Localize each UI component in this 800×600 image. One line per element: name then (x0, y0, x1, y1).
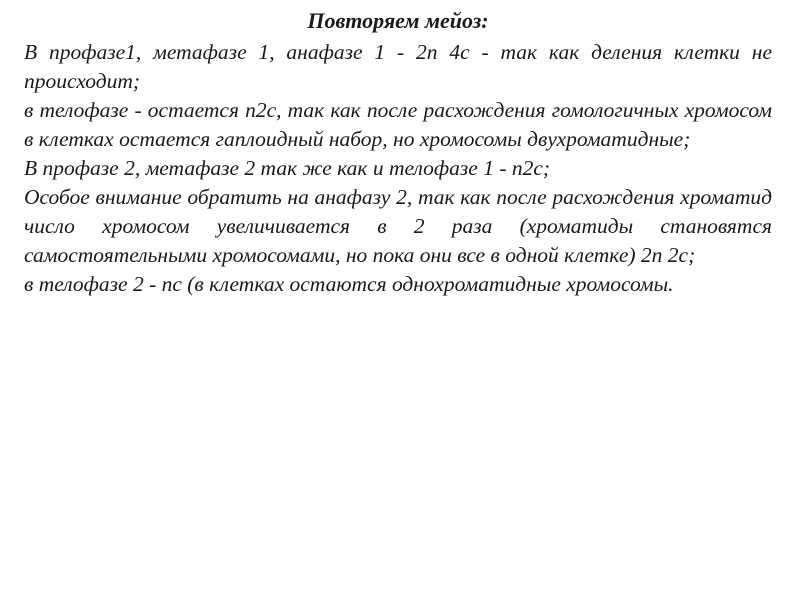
paragraph-prophase-2: В профазе 2, метафазе 2 так же как и телофазе 1 - n2c; (24, 156, 551, 180)
paragraph-telophase-1: в телофазе - остается n2c, так как после расхождения гомологичных хромосом в клетках остается гаплоидный набор, но хромосомы двухроматидные; (24, 98, 772, 151)
paragraph-anaphase-2: Особое внимание обратить на анафазу 2, так как после расхождения хроматид число хромосом увеличивается в 2 раза (хроматиды становятся самостоятельными хромосомами, но пока они все в одной клетке) 2n 2c; (24, 185, 772, 267)
slide-title: Повторяем мейоз: (307, 8, 489, 33)
paragraph-telophase-2: в телофазе 2 - nc (в клетках остаются однохроматидные хромосомы. (24, 272, 674, 296)
paragraph-prophase-1: В профазе1, метафазе 1, анафазе 1 - 2n 4c - так как деления клетки не происходит; (24, 40, 772, 93)
